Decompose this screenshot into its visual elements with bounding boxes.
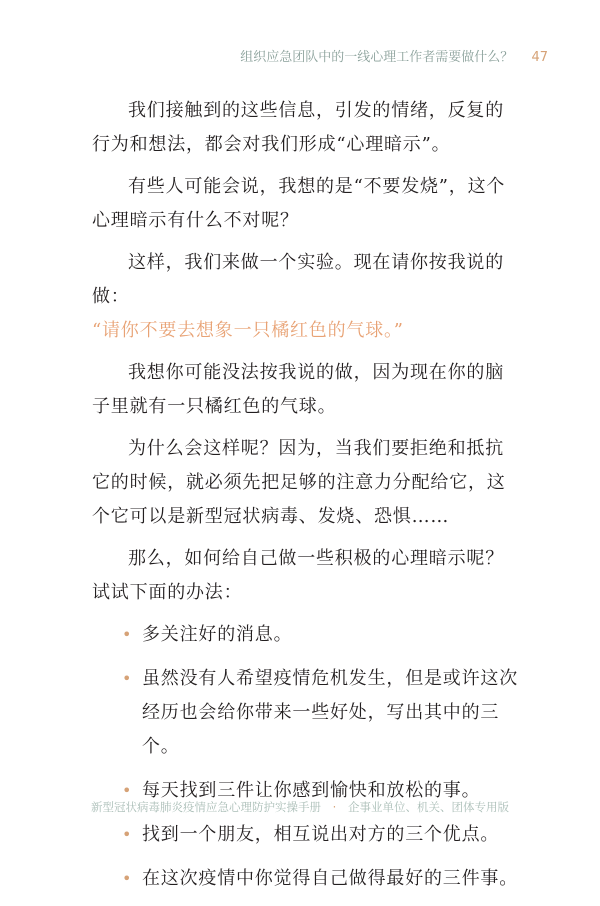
paragraph-block <box>92 170 519 238</box>
page-number: 47 <box>531 50 548 65</box>
list-item <box>120 618 519 652</box>
bullet-icon: • <box>122 781 133 800</box>
bullet-icon: • <box>122 625 133 644</box>
paragraph-6: 那么，如何给自己做一些积极的心理暗示呢？试试下面的办法： <box>92 548 504 603</box>
footer-edition: 企事业单位、机关、团体专用版 <box>347 800 509 814</box>
paragraph-1: 我们接触到的这些信息，引发的情绪，反复的行为和想法，都会对我们形成“心理暗示”。 <box>92 100 504 155</box>
highlight-quote: “请你不要去想象一只橘红色的气球。” <box>92 320 404 341</box>
paragraph-5: 为什么会这样呢？因为，当我们要拒绝和抵抗它的时候，就必须先把足够的注意力分配给它，这个它可以是新型冠状病毒、发烧、恐惧…… <box>92 438 506 527</box>
list-item <box>120 818 519 852</box>
running-footer <box>0 799 600 815</box>
paragraph-block <box>92 542 519 610</box>
header-title: 组织应急团队中的一线心理工作者需要做什么？ <box>240 50 514 65</box>
paragraph-4: 我想你可能没法按我说的做，因为现在你的脑子里就有一只橘红色的气球。 <box>92 362 504 417</box>
list-item-text: 多关注好的消息。 <box>142 624 293 645</box>
paragraph-3: 这样，我们来做一个实验。现在请你按我说的做： <box>92 252 504 307</box>
list-item <box>120 862 519 896</box>
paragraph-block <box>92 94 519 162</box>
list-item-text: 在这次疫情中你觉得自己做得最好的三件事。 <box>142 868 518 889</box>
page-body <box>92 94 519 906</box>
footer-separator: · <box>332 800 337 814</box>
list-item-text: 每天找到三件让你感到愉快和放松的事。 <box>142 780 481 801</box>
list-item <box>120 662 519 764</box>
bullet-icon: • <box>122 825 133 844</box>
bullet-icon: • <box>122 869 133 888</box>
paragraph-block <box>92 356 519 424</box>
list-item-text: 虽然没有人希望疫情危机发生，但是或许这次经历也会给你带来一些好处，写出其中的三个。 <box>142 668 518 757</box>
tips-list <box>92 618 519 896</box>
paragraph-block <box>92 246 519 314</box>
paragraph-2: 有些人可能会说，我想的是“不要发烧”，这个心理暗示有什么不对呢？ <box>92 176 506 231</box>
footer-book-title: 新型冠状病毒肺炎疫情应急心理防护实操手册 <box>91 800 322 814</box>
list-item-text: 找到一个朋友，相互说出对方的三个优点。 <box>142 824 500 845</box>
running-header <box>80 46 548 65</box>
paragraph-block <box>92 432 519 534</box>
bullet-icon: • <box>122 669 133 688</box>
